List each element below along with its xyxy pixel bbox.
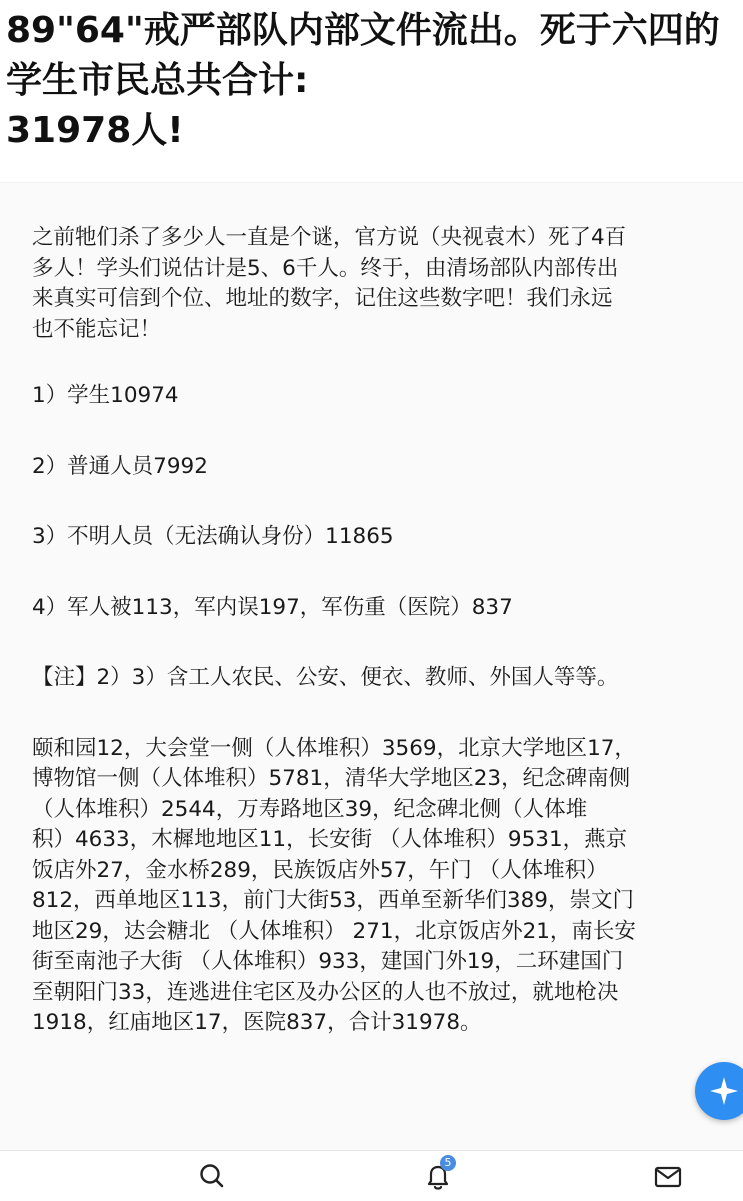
sparkle-icon [707, 1074, 741, 1108]
notification-badge: 5 [440, 1155, 456, 1171]
mail-icon [648, 1157, 688, 1197]
document-image [0, 182, 743, 1151]
intro-line: 多人！学头们说估计是5、6千人。终于，由清场部队内部传出 [32, 255, 619, 281]
post-header [0, 0, 743, 180]
location-line: （人体堆积）2544，万寿路地区39，纪念碑北侧（人体堆 [32, 796, 588, 822]
nav-messages-button[interactable] [648, 1157, 688, 1197]
headline-line-1: 89"64"戒严部队内部文件流出。死于六四的 [6, 10, 720, 51]
location-line: 1918，红庙地区17，医院837，合计31978。 [32, 1010, 482, 1035]
list-item: 4）军人被113，军内误197，军伤重（医院）837 [32, 594, 513, 620]
bottom-navigation [0, 1150, 743, 1201]
location-line: 812，西单地区113，前门大街53，西单至新华们389，崇文门 [32, 888, 634, 913]
intro-line: 来真实可信到个位、地址的数字，记住这些数字吧！我们永远 [32, 286, 613, 311]
location-line: 颐和园12，大会堂一侧（人体堆积）3569，北京大学地区17， [32, 735, 636, 761]
nav-search-button[interactable] [192, 1157, 232, 1197]
post-headline [6, 6, 741, 156]
document-text [32, 223, 722, 1039]
location-line: 街至南池子大街 （人体堆积）933，建国门外19，二环建国门 [32, 949, 624, 974]
intro-line: 之前牠们杀了多少人一直是个谜，官方说（央视袁木）死了4百 [32, 225, 627, 250]
location-line: 博物馆一侧（人体堆积）5781，清华大学地区23，纪念碑南侧 [32, 766, 631, 791]
location-line: 积）4633，木樨地地区11，长安街 （人体堆积）9531，燕京 [32, 827, 628, 852]
nav-notifications-button[interactable] [418, 1157, 458, 1197]
location-line: 饭店外27，金水桥289，民族饭店外57，午门 （人体堆积） [32, 857, 608, 883]
search-icon [192, 1157, 232, 1197]
headline-line-3: 31978人! [6, 110, 184, 151]
intro-line: 也不能忘记！ [32, 316, 162, 342]
list-item: 2）普通人员7992 [32, 453, 208, 479]
note-line: 【注】2）3）含工人农民、公安、便衣、教师、外国人等等。 [32, 665, 619, 690]
location-line: 地区29，达会糖北 （人体堆积） 271，北京饭店外21，南长安 [32, 918, 636, 944]
list-item: 3）不明人员（无法确认身份）11865 [32, 524, 394, 549]
list-item: 1）学生10974 [32, 383, 179, 408]
headline-line-2: 学生市民总共合计: [6, 60, 309, 101]
location-line: 至朝阳门33，连逃进住宅区及办公区的人也不放过，就地枪决 [32, 979, 619, 1005]
